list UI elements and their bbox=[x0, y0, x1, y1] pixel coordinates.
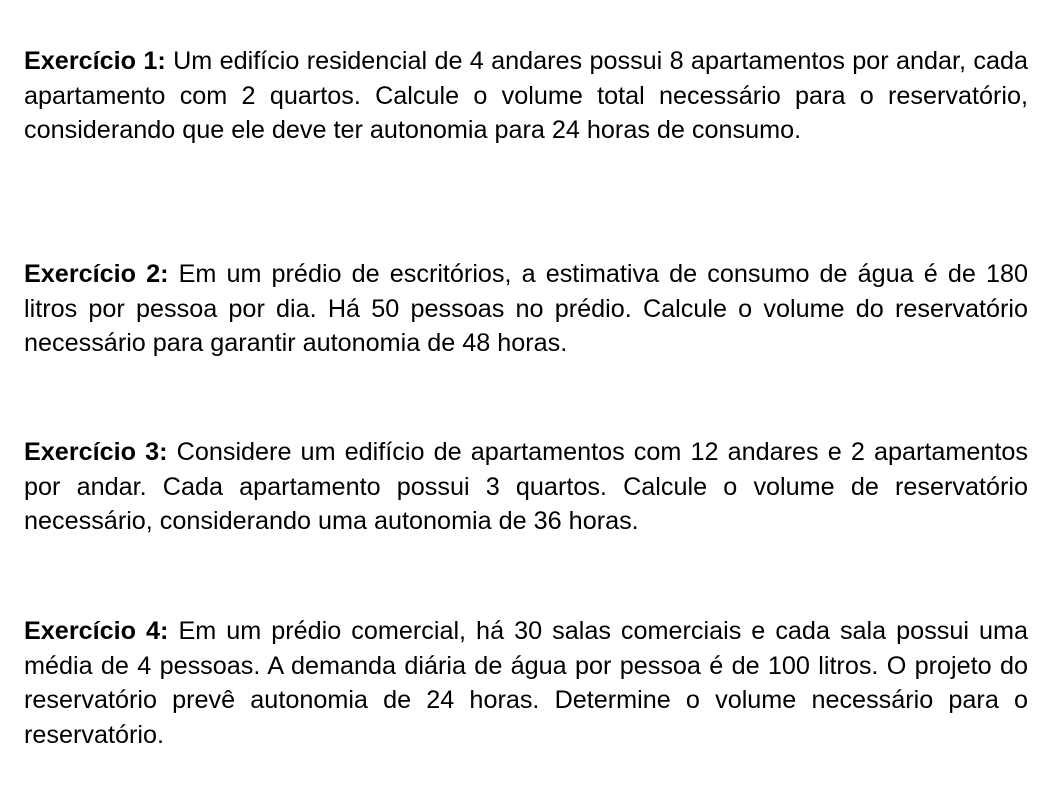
exercise-4-label: Exercício 4: bbox=[24, 617, 169, 645]
exercise-1-text: Um edifício residencial de 4 andares possui 8 apartamentos por andar, cada apartamento com 2 quartos. Calcule o volume total necessário para o reservatório, considerando que ele deve ter autonomia para 24 horas de consumo. bbox=[24, 47, 1028, 144]
exercise-2-label: Exercício 2: bbox=[24, 260, 169, 288]
exercise-3 bbox=[24, 435, 1028, 539]
exercise-1-label: Exercício 1: bbox=[24, 47, 166, 75]
exercise-3-text: Considere um edifício de apartamentos com 12 andares e 2 apartamentos por andar. Cada apartamento possui 3 quartos. Calcule o volume de reservatório necessário, considerando uma autonomia de 36 horas. bbox=[24, 438, 1028, 535]
exercise-1 bbox=[24, 44, 1028, 148]
exercise-2-text: Em um prédio de escritórios, a estimativa de consumo de água é de 180 litros por pessoa por dia. Há 50 pessoas no prédio. Calcule o volume do reservatório necessário para garantir autonomia de 48 horas. bbox=[24, 260, 1028, 357]
exercise-2 bbox=[24, 257, 1028, 361]
exercise-4 bbox=[24, 614, 1028, 752]
exercise-4-text: Em um prédio comercial, há 30 salas comerciais e cada sala possui uma média de 4 pessoas. A demanda diária de água por pessoa é de 100 litros. O projeto do reservatório prevê autonomia de 24 horas. Determine o volume necessário para o reservatório. bbox=[24, 617, 1028, 749]
exercise-3-label: Exercício 3: bbox=[24, 438, 168, 466]
